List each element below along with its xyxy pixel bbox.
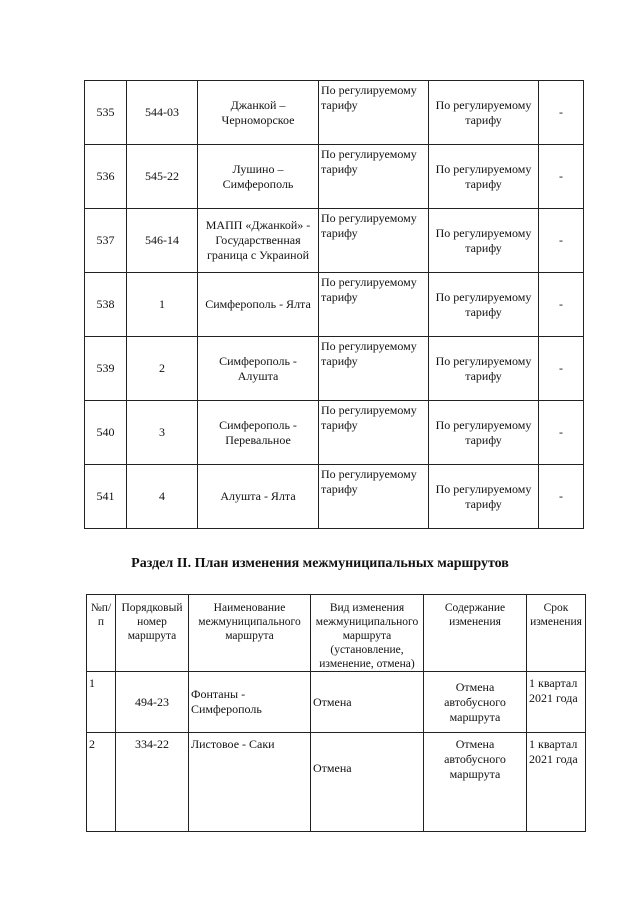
routes-table — [84, 80, 584, 529]
tariff-cell: По регулируемому тарифу — [429, 337, 539, 401]
table-row — [85, 337, 584, 401]
table-row — [87, 733, 586, 832]
route-number: 4 — [127, 465, 198, 529]
route-name: Симферополь - Перевальное — [198, 401, 319, 465]
table-header-row — [87, 595, 586, 672]
tariff-cell: По регулируемому тарифу — [319, 273, 429, 337]
route-name: Джанкой – Черноморское — [198, 81, 319, 145]
column-header: Наименование межмуниципального маршрута — [189, 595, 311, 672]
plan-table — [86, 594, 586, 832]
route-name: Фонтаны - Симферополь — [189, 672, 311, 733]
tariff-cell: По регулируемому тарифу — [429, 145, 539, 209]
row-number: 538 — [85, 273, 127, 337]
tariff-cell: По регулируемому тарифу — [429, 81, 539, 145]
change-term: 1 квартал 2021 года — [527, 672, 586, 733]
table-row — [85, 465, 584, 529]
note-cell: - — [539, 337, 584, 401]
table-row — [85, 401, 584, 465]
note-cell: - — [539, 209, 584, 273]
route-number: 3 — [127, 401, 198, 465]
route-name: Симферополь - Ялта — [198, 273, 319, 337]
route-name: МАПП «Джанкой» - Государственная граница с Украиной — [198, 209, 319, 273]
row-number: 535 — [85, 81, 127, 145]
row-number: 536 — [85, 145, 127, 209]
route-name: Лушино – Симферополь — [198, 145, 319, 209]
row-number: 537 — [85, 209, 127, 273]
table-row — [85, 145, 584, 209]
tariff-cell: По регулируемому тарифу — [429, 401, 539, 465]
tariff-cell: По регулируемому тарифу — [319, 337, 429, 401]
change-type: Отмена — [311, 672, 424, 733]
route-number: 544-03 — [127, 81, 198, 145]
column-header: Срок изменения — [527, 595, 586, 672]
row-number: 2 — [87, 733, 116, 832]
route-number: 334-22 — [116, 733, 189, 832]
change-content: Отмена автобусного маршрута — [424, 733, 527, 832]
tariff-cell: По регулируемому тарифу — [429, 209, 539, 273]
column-header: Содержание изменения — [424, 595, 527, 672]
table-row — [87, 672, 586, 733]
route-number: 2 — [127, 337, 198, 401]
row-number: 541 — [85, 465, 127, 529]
route-number: 494-23 — [116, 672, 189, 733]
note-cell: - — [539, 401, 584, 465]
table-row — [85, 81, 584, 145]
tariff-cell: По регулируемому тарифу — [319, 81, 429, 145]
tariff-cell: По регулируемому тарифу — [429, 273, 539, 337]
column-header: Вид изменения межмуниципального маршрута (установление, изменение, отмена) — [311, 595, 424, 672]
route-name: Алушта - Ялта — [198, 465, 319, 529]
tariff-cell: По регулируемому тарифу — [319, 209, 429, 273]
column-header: №п/п — [87, 595, 116, 672]
change-type: Отмена — [311, 733, 424, 832]
table-row — [85, 209, 584, 273]
tariff-cell: По регулируемому тарифу — [319, 465, 429, 529]
change-content: Отмена автобусного маршрута — [424, 672, 527, 733]
tariff-cell: По регулируемому тарифу — [319, 401, 429, 465]
note-cell: - — [539, 273, 584, 337]
column-header: Порядковый номер маршрута — [116, 595, 189, 672]
row-number: 539 — [85, 337, 127, 401]
route-number: 545-22 — [127, 145, 198, 209]
route-name: Листовое - Саки — [189, 733, 311, 832]
route-number: 546-14 — [127, 209, 198, 273]
change-term: 1 квартал 2021 года — [527, 733, 586, 832]
note-cell: - — [539, 145, 584, 209]
note-cell: - — [539, 81, 584, 145]
tariff-cell: По регулируемому тарифу — [319, 145, 429, 209]
route-name: Симферополь - Алушта — [198, 337, 319, 401]
row-number: 540 — [85, 401, 127, 465]
tariff-cell: По регулируемому тарифу — [429, 465, 539, 529]
route-number: 1 — [127, 273, 198, 337]
note-cell: - — [539, 465, 584, 529]
table-row — [85, 273, 584, 337]
section-title: Раздел II. План изменения межмуниципальных маршрутов — [131, 556, 509, 571]
row-number: 1 — [87, 672, 116, 733]
